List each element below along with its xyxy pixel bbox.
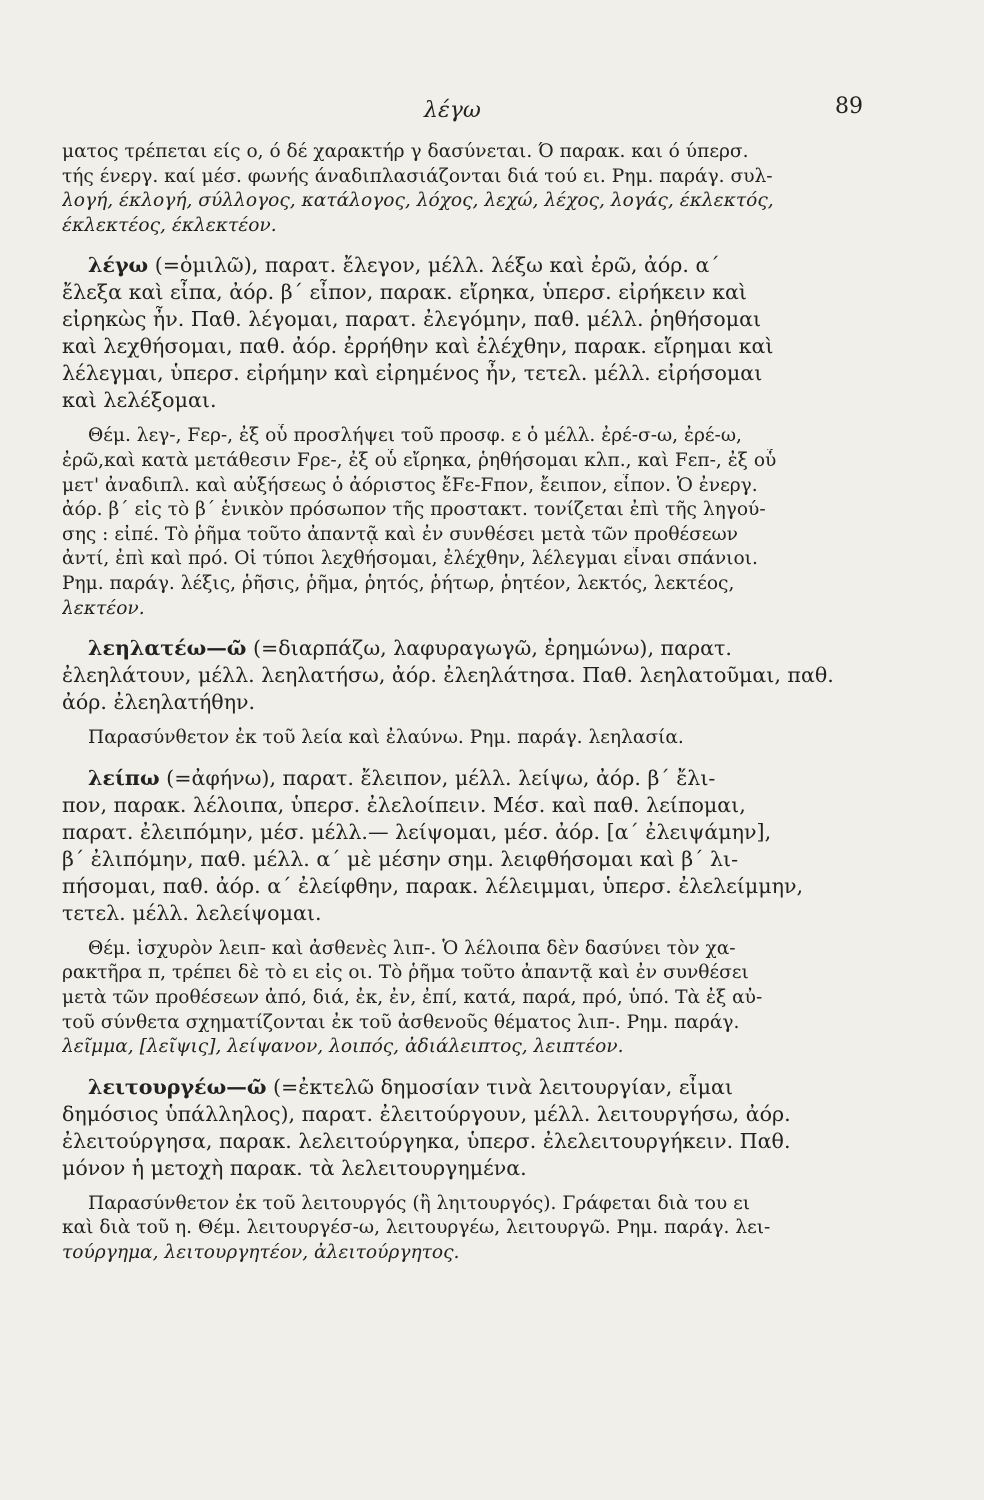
entry-text: (=ὁμιλῶ), παρατ. ἔλεγον, μέλλ. λέξω καὶ ἐρῶ, ἀόρ. α΄ bbox=[148, 253, 720, 278]
entry-leipo bbox=[62, 765, 852, 927]
text-line: παρατ. ἐλειπόμην, μέσ. μέλλ.— λείψομαι, μέσ. ἀόρ. [α΄ ἐλειψάμην], bbox=[62, 819, 772, 844]
text-line: ἐλειτούργησα, παρακ. λελειτούργηκα, ὑπερσ. ἐλελειτουργήκειν. Παθ. bbox=[62, 1128, 791, 1153]
entry-note bbox=[62, 424, 852, 621]
entry-first-line bbox=[62, 765, 852, 792]
text-line: τοῦ σύνθετα σχηματίζονται ἐκ τοῦ ἀσθενοῦς θέματος λιπ-. Ρημ. παράγ. bbox=[62, 1011, 740, 1033]
entry-lemma: λείπω bbox=[88, 765, 160, 790]
text-line: λογή, έκλογή, σύλλογος, κατάλογος, λόχος, λεχώ, λέχος, λογάς, έκλεκτός, bbox=[62, 190, 774, 212]
entry-text: (=ἀφήνω), παρατ. ἔλειπον, μέλλ. λείψω, ἀόρ. β΄ ἔλι- bbox=[159, 765, 716, 790]
text-line: μετὰ τῶν προθέσεων ἀπό, διά, ἐκ, ἐν, ἐπί, κατά, παρά, πρό, ὑπό. Τὰ ἐξ αὐ- bbox=[62, 986, 763, 1008]
entry-lemma: λεηλατέω—ῶ bbox=[88, 636, 247, 661]
entry-note bbox=[62, 1192, 852, 1266]
text-line: καὶ διὰ τοῦ η. Θέμ. λειτουργέσ-ω, λειτουργέω, λειτουργῶ. Ρημ. παράγ. λει- bbox=[62, 1217, 771, 1239]
text-line: έκλεκτέος, έκλεκτέον. bbox=[62, 214, 277, 236]
text-line: ἔλεξα καὶ εἶπα, ἀόρ. β΄ εἶπον, παρακ. εἴρηκα, ὑπερσ. εἰρήκειν καὶ bbox=[62, 280, 747, 305]
text-line: Παρασύνθετον ἐκ τοῦ λειτουργός (ἢ ληιτουργός). Γράφεται διὰ του ει bbox=[88, 1192, 751, 1214]
text-line: λέλεγμαι, ὑπερσ. εἰρήμην καὶ εἰρημένος ἦν, τετελ. μέλλ. εἰρήσομαι bbox=[62, 361, 763, 386]
entry-leilateo bbox=[62, 635, 852, 716]
text-line: ματος τρέπεται είς ο, ό δέ χαρακτήρ γ δασύνεται. Ό παρακ. και ό ύπερσ. bbox=[62, 141, 749, 162]
entry-first-line bbox=[62, 1074, 852, 1101]
text-line: β΄ ἐλιπόμην, παθ. μέλλ. α΄ μὲ μέσην σημ. λειφθήσομαι καὶ β΄ λι- bbox=[62, 846, 739, 871]
text-line: λεῖμμα, [λεῖψις], λείψανον, λοιπός, ἀδιάλειπτος, λειπτέον. bbox=[62, 1036, 624, 1058]
text-line: ἐρῶ,καὶ κατὰ μετάθεσιν Fρε-, ἐξ οὗ εἴρηκα, ῥηθήσομαι κλπ., καὶ Fεπ-, ἐξ οὗ bbox=[62, 449, 777, 471]
entry-text: (=διαρπάζω, λαφυραγωγῶ, ἐρημώνω), παρατ. bbox=[246, 636, 732, 661]
page-number: 89 bbox=[835, 94, 863, 119]
page-body bbox=[62, 140, 852, 1265]
text-line: πήσομαι, παθ. ἀόρ. α΄ ἐλείφθην, παρακ. λέλειμμαι, ὑπερσ. ἐλελείμμην, bbox=[62, 873, 804, 898]
text-line: σης : εἰπέ. Τὸ ῥῆμα τοῦτο ἀπαντᾷ καὶ ἐν συνθέσει μετὰ τῶν προθέσεων bbox=[62, 523, 738, 545]
entry-lemma: λειτουργέω—ῶ bbox=[88, 1074, 267, 1099]
text-line: δημόσιος ὑπάλληλος), παρατ. ἐλειτούργουν, μέλλ. λειτουργήσω, ἀόρ. bbox=[62, 1101, 791, 1126]
text-line: τετελ. μέλλ. λελείψομαι. bbox=[62, 900, 322, 925]
entry-lego bbox=[62, 252, 852, 414]
text-line: εἰρηκὼς ἦν. Παθ. λέγομαι, παρατ. ἐλεγόμην, παθ. μέλλ. ῥηθήσομαι bbox=[62, 307, 762, 332]
entry-first-line bbox=[62, 252, 852, 279]
text-line: πον, παρακ. λέλοιπα, ὑπερσ. ἐλελοίπειν. Μέσ. καὶ παθ. λείπομαι, bbox=[62, 792, 746, 817]
text-line: τής ένεργ. καί μέσ. φωνής άναδιπλασιάζονται διά τού ει. Ρημ. παράγ. συλ- bbox=[62, 165, 773, 187]
text-line: μετ' ἀναδιπλ. καὶ αὐξήσεως ὁ ἀόριστος ἔFε-Fπον, ἔειπον, εἶπον. Ὁ ἐνεργ. bbox=[62, 474, 758, 496]
text-line: Θέμ. ἰσχυρὸν λειπ- καὶ ἀσθενὲς λιπ-. Ὁ λέλοιπα δὲν δασύνει τὸν χα- bbox=[88, 937, 736, 959]
entry-note: Παρασύνθετον ἐκ τοῦ λεία καὶ ἐλαύνω. Ρημ. παράγ. λεηλασία. bbox=[88, 727, 684, 749]
entry-note bbox=[62, 937, 852, 1060]
text-line: Θέμ. λεγ-, Fερ-, ἐξ οὗ προσλήψει τοῦ προσφ. ε ὁ μέλλ. ἐρέ-σ-ω, ἐρέ-ω, bbox=[88, 425, 742, 447]
entry-leitourgeo bbox=[62, 1074, 852, 1182]
text-line: ἐλεηλάτουν, μέλλ. λεηλατήσω, ἀόρ. ἐλεηλάτησα. Παθ. λεηλατοῦμαι, παθ. bbox=[62, 663, 834, 688]
entry-lemma: λέγω bbox=[88, 253, 149, 278]
text-line: ἀόρ. ἐλεηλατήθην. bbox=[62, 690, 256, 715]
text-line: τούργημα, λειτουργητέον, ἀλειτούργητος. bbox=[62, 1241, 460, 1263]
entry-text: (=ἐκτελῶ δημοσίαν τινὰ λειτουργίαν, εἶμαι bbox=[266, 1074, 733, 1099]
text-line: λεκτέον. bbox=[62, 597, 145, 619]
text-line: ρακτῆρα π, τρέπει δὲ τὸ ει εἰς οι. Τὸ ῥῆμα τοῦτο ἀπαντᾷ καὶ ἐν συνθέσει bbox=[62, 962, 749, 984]
text-line: ἀντί, ἐπὶ καὶ πρό. Οἱ τύποι λεχθήσομαι, ἐλέχθην, λέλεγμαι εἶναι σπάνιοι. bbox=[62, 548, 758, 570]
text-line: μόνον ἡ μετοχὴ παρακ. τὰ λελειτουργημένα. bbox=[62, 1155, 527, 1180]
running-title: λέγω bbox=[424, 98, 481, 123]
text-line: ἀόρ. β΄ εἰς τὸ β΄ ἑνικὸν πρόσωπον τῆς προστακτ. τονίζεται ἐπὶ τῆς ληγού- bbox=[62, 499, 766, 521]
continued-entry-fragment bbox=[62, 140, 852, 238]
text-line: καὶ λελέξομαι. bbox=[62, 388, 217, 413]
entry-first-line bbox=[62, 635, 852, 662]
text-line: Ρημ. παράγ. λέξις, ῥῆσις, ῥῆμα, ῥητός, ῥήτωρ, ῥητέον, λεκτός, λεκτέος, bbox=[62, 572, 735, 594]
text-line: καὶ λεχθήσομαι, παθ. ἀόρ. ἐρρήθην καὶ ἐλέχθην, παρακ. εἴρημαι καὶ bbox=[62, 334, 774, 359]
